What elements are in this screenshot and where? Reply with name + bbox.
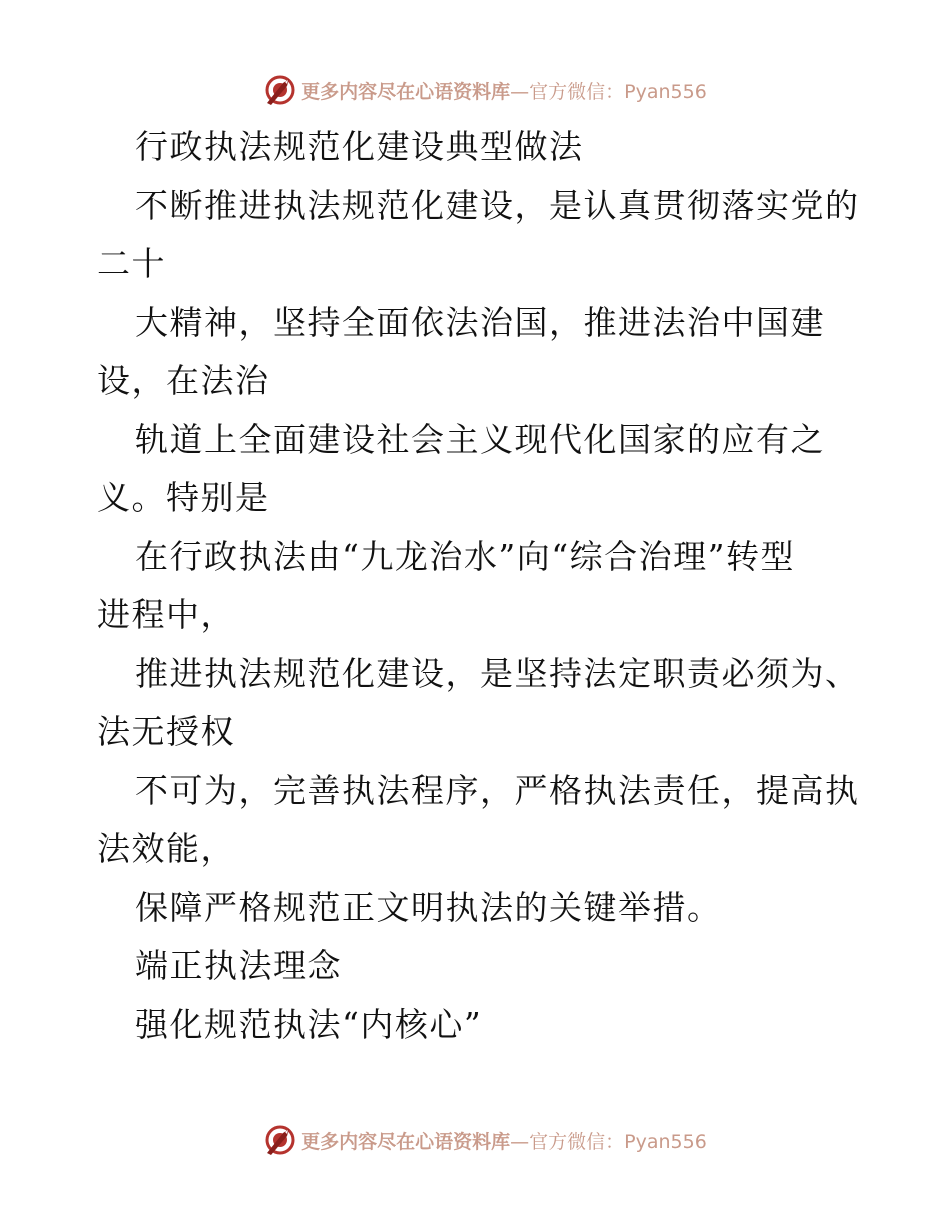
body-line: 法效能， bbox=[97, 829, 235, 868]
body-line: 保障严格规范正文明执法的关键举措。 bbox=[135, 887, 722, 927]
footer-banner bbox=[0, 1120, 950, 1160]
footer-banner-text bbox=[301, 1127, 707, 1154]
body-line: 二十 bbox=[97, 244, 166, 283]
body-line: 大精神，坚持全面依法治国，推进法治中国建 bbox=[135, 302, 825, 342]
header-banner-text bbox=[301, 77, 707, 104]
header-banner-title: 更多内容尽在心语资料库 bbox=[301, 80, 511, 103]
body-line: 端正执法理念 bbox=[135, 946, 342, 985]
body-line: 设，在法治 bbox=[97, 361, 270, 400]
body-line: 轨道上全面建设社会主义现代化国家的应有之 bbox=[135, 419, 825, 459]
body-line: 行政执法规范化建设典型做法 bbox=[135, 127, 584, 166]
header-banner bbox=[0, 70, 950, 110]
body-line: 不可为，完善执法程序，严格执法责任，提高执 bbox=[135, 770, 860, 810]
body-line: 在行政执法由“九龙治水”向“综合治理”转型 bbox=[135, 536, 795, 576]
document-body bbox=[97, 118, 860, 1054]
pen-nib-seal-logo-icon bbox=[263, 73, 297, 107]
body-line: 强化规范执法“内核心” bbox=[135, 1004, 483, 1044]
body-line: 进程中， bbox=[97, 595, 235, 634]
header-banner-separator: — bbox=[510, 80, 530, 103]
header-banner-suffix: 官方微信：Pyan556 bbox=[529, 80, 707, 103]
footer-banner-title: 更多内容尽在心语资料库 bbox=[301, 1130, 511, 1153]
body-line: 推进执法规范化建设，是坚持法定职责必须为、 bbox=[135, 653, 860, 693]
footer-banner-suffix: 官方微信：Pyan556 bbox=[529, 1130, 707, 1153]
body-line: 不断推进执法规范化建设，是认真贯彻落实党的 bbox=[135, 185, 860, 225]
pen-nib-seal-logo-icon bbox=[263, 1123, 297, 1157]
body-line: 义。特别是 bbox=[97, 478, 270, 517]
body-line: 法无授权 bbox=[97, 712, 235, 751]
footer-banner-separator: — bbox=[510, 1130, 530, 1153]
